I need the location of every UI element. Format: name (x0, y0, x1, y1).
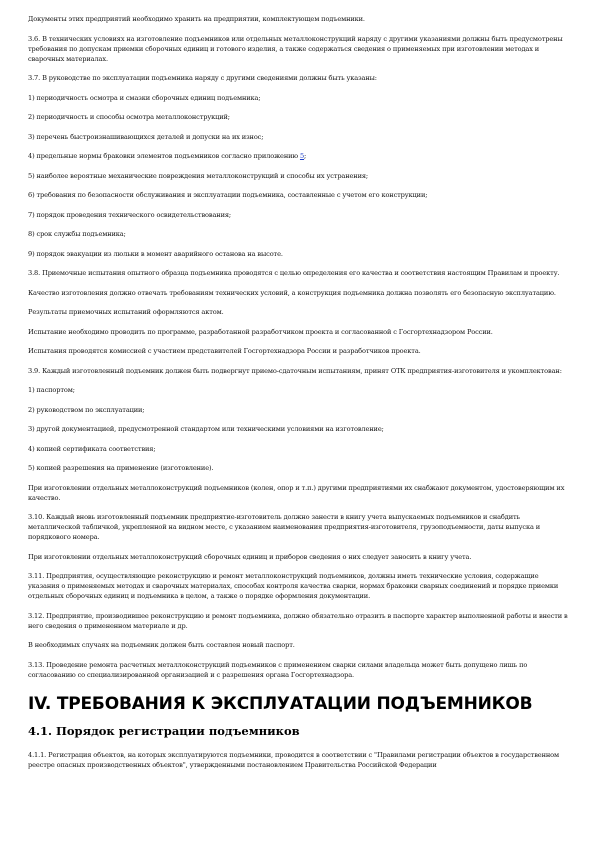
paragraph: 1) паспортом; (28, 386, 75, 394)
paragraph: 3.11. Предприятия, осуществляющие реконструкцию и ремонт металлоконструкций подъемников, должны иметь технические условия, содержащие указания о применяемых методах и сварочных материалах, способах контроля качества сварки, нормах браковки сварных соединений и порядке приемки отдельных сборочных единиц и подъемника в целом, а также о порядке оформления документации. (28, 572, 559, 600)
appendix-5-link[interactable]: 5 (299, 152, 305, 160)
paragraph: 1) периодичность осмотра и смазки сборочных единиц подъемника; (28, 93, 261, 102)
paragraph-4-1-1: 4.1.1. Регистрация объектов, на которых эксплуатируются подъемники, проводится в соответствии с "Правилами регистрации объектов в государственном реестре опасных производственных объектов", утвержденными постановлением Правительства Российской Федерации (28, 750, 559, 769)
paragraph: Результаты приемочных испытаний оформляются актом. (28, 308, 224, 316)
paragraph: 3) другой документацией, предусмотренной стандартом или техническими условиями на изготовление; (28, 425, 384, 433)
paragraph: 4) копией сертификата соответствия; (28, 444, 156, 453)
subsection-heading: 4.1. Порядок регистрации подъемников (28, 723, 300, 738)
paragraph: 3.13. Проведение ремонта расчетных металлоконструкций подъемников с применением сварки силами владельца может быть допущено лишь по согласованию со специализированной организацией и с разрешения органа Госгортехнадзора. (28, 660, 528, 679)
paragraph: 5) наиболее вероятные механические повреждения металлоконструкций и способы их устранения; (28, 171, 368, 180)
document-page (28, 14, 568, 779)
paragraph: 3) перечень быстроизнашивающихся деталей и допуски на их износ; (28, 132, 264, 141)
paragraph: 3.10. Каждый вновь изготовленный подъемник предприятие-изготовитель должно занести в книгу учета выпускаемых подъемников и снабдить металлической табличкой, укрепленной на видном месте, с указанием наименования предприятия-изготовителя, грузоподъемности, даты выпуска и порядкового номера. (28, 513, 541, 541)
paragraph: 3.12. Предприятие, производившее реконструкцию и ремонт подъемника, должно обязательно отразить в паспорте характер выполненной работы и внести в него сведения о примененном материале и др. (28, 611, 568, 630)
item-4-tail: ; (304, 152, 307, 160)
paragraph: 3.7. В руководстве по эксплуатации подъемника наряду с другими сведениями должны быть указаны: (28, 74, 377, 82)
paragraph: При изготовлении отдельных металлоконструкций подъемников (колен, опор и т.п.) другими предприятиями их снабжают документом, удостоверяющим их качество. (28, 483, 565, 502)
middle-paragraphs (28, 171, 568, 680)
paragraph: Документы этих предприятий необходимо хранить на предприятии, комплектующем подъемники. (28, 15, 365, 23)
paragraph: 9) порядок эвакуации из люльки в момент аварийного останова на высоте. (28, 249, 283, 258)
section-heading: IV. ТРЕБОВАНИЯ К ЭКСПЛУАТАЦИИ ПОДЪЕМНИКОВ (28, 693, 533, 714)
paragraph: Испытания проводятся комиссией с участием представителей Госгортехнадзора России и разработчиков проекта. (28, 347, 421, 355)
paragraph: 3.6. В технических условиях на изготовление подъемников или отдельных металлоконструкций наряду с другими указаниями должны быть предусмотрены требования по допускам приемки сборочных единиц и готового изделия, а также содержаться сведения о применяемых при изготовлении методах и сварочных материалах. (28, 34, 563, 63)
paragraph: 7) порядок проведения технического освидетельствования; (28, 210, 231, 219)
paragraph: 3.8. Приемочные испытания опытного образца подъемника проводятся с целью определения его качества и соответствия настоящим Правилам и проекту. (28, 269, 560, 277)
paragraph: При изготовлении отдельных металлоконструкций сборочных единиц и приборов сведения о них следует заносить в книгу учета. (28, 552, 472, 561)
paragraph: В необходимых случаях на подъемник должен быть составлен новый паспорт. (28, 641, 295, 649)
paragraph: 6) требования по безопасности обслуживания и эксплуатации подъемника, составленные с учетом его конструкции; (28, 191, 428, 199)
paragraph: 8) срок службы подъемника; (28, 230, 126, 238)
paragraph: 2) периодичность и способы осмотра металлоконструкций; (28, 113, 230, 121)
item-4-text: 4) предельные нормы браковки элементов подъемников согласно приложению (28, 152, 300, 160)
paragraph: 5) копией разрешения на применение (изготовление). (28, 464, 214, 472)
top-paragraphs (28, 14, 568, 142)
paragraph: 3.9. Каждый изготовленный подъемник должен быть подвергнут приемо-сдаточным испытаниям, принят ОТК предприятия-изготовителя и укомплектован: (28, 366, 562, 375)
paragraph: Качество изготовления должно отвечать требованиям технических условий, а конструкция подъемника должна позволять его безопасную эксплуатацию. (28, 288, 556, 297)
paragraph-item-4 (28, 151, 568, 161)
paragraph: 2) руководством по эксплуатации; (28, 405, 145, 414)
paragraph: Испытание необходимо проводить по программе, разработанной разработчиком проекта и согласованной с Госгортехнадзором России. (28, 327, 493, 336)
